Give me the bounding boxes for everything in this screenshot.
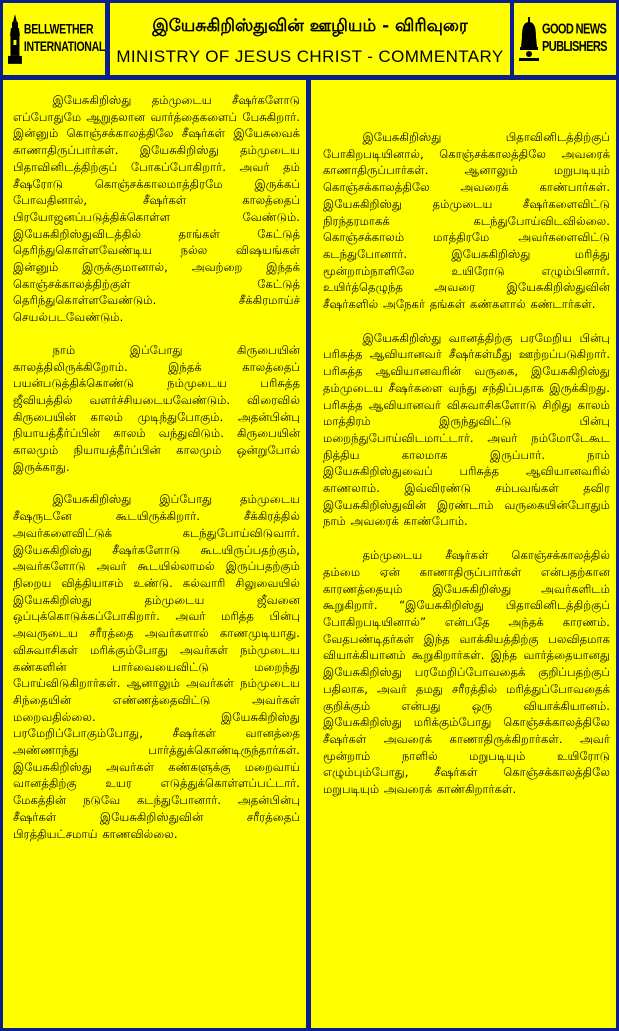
paragraph-right-1: இயேசுகிறிஸ்து பிதாவினிடத்திற்குப் போகிறபடியினால், கொஞ்சக்காலத்திலே அவரைக் காணாதிருப்பார்கள். ஆனாலும் மறுபடியும் கொஞ்சக்காலத்திலே அவரைக் காண்பார்கள். இயேசுகிறிஸ்து தம்முடைய சீஷர்களைவிட்டு நிரந்தரமாகக் கடந்துபோய்விடவில்லை. கொஞ்சக்காலம் மாத்திரமே அவர்களைவிட்டு கடந்துபோனார். இயேசுகிறிஸ்து மரித்து மூன்றாம்நாளிலே உயிரோடு எழும்பினார். உயிர்த்தெழுந்த அவரை இயேசுகிறிஸ்துவின் சீஷர்களில் அநேகர் தங்கள் கண்களால் கண்டார்கள். bbox=[323, 130, 610, 312]
good-news-wordmark bbox=[542, 21, 607, 56]
bellwether-line-2: INTERNATIONAL bbox=[23, 39, 105, 56]
paragraph-right-3: தம்முடைய சீஷர்கள் கொஞ்சக்காலத்தில் தம்மை ஏன் காணாதிருப்பார்கள் என்பதற்கான காரணத்தையும் இயேசுகிறிஸ்து அவர்களிடம் கூறுகிறார். “இயேசுகிறிஸ்து பிதாவினிடத்திற்குப் போகிறபடியினால்” என்பதே அந்தக் காரணம். வேதபண்டிதர்கள் இந்த வாக்கியத்திற்கு பலவிதமாக வியாக்கியானம் கூறுகிறார்கள். இந்த வார்த்தையானது இயேசுகிறிஸ்து பரமேறிப்போவதைக் குறிப்பதற்குப் பதிலாக, அவர் தமது சரீரத்தில் மரித்துப்போவதைக் குறிக்கும் என்பது ஒரு வியாக்கியானம். இயேசுகிறிஸ்து மரிக்கும்போது கொஞ்சக்காலத்திலே சீஷர்கள் அவரைக் காணாதிருக்கிறார்கள். அவர் மூன்றாம் நாளில் மறுபடியும் உயிரோடு எழும்பும்போது, சீஷர்கள் கொஞ்சக்காலத்திலே மறுபடியும் அவரைக் காண்கிறார்கள். bbox=[323, 548, 610, 797]
page-title-tamil: இயேசுகிறிஸ்துவின் ஊழியம் - விரிவுரை bbox=[152, 16, 468, 36]
good-news-bell-icon bbox=[519, 17, 539, 61]
commentary-column-right bbox=[311, 80, 616, 1028]
paragraph-right-2: இயேசுகிறிஸ்து வானத்திற்கு பரமேறிய பின்பு பரிசுத்த ஆவியானவர் சீஷர்கள்மீது ஊற்றப்படுகிறார். பரிசுத்த ஆவியானவரின் வருகை, இயேசுகிறிஸ்து தம்முடைய சீஷர்களை வந்து சந்திப்பதாக இருக்கிறது. பரிசுத்த ஆவியானவர் விசுவாசிகளோடு சிறிது காலம் மாத்திரம் இருந்துவிட்டு பின்பு மறைந்துபோய்விடமாட்டார். அவர் நம்மோடேகூட நித்திய காலமாக இருப்பார். நாம் இயேசுகிறிஸ்துவைப் பரிசுத்த ஆவியானவரில் காணலாம். இவ்விரண்டு சம்பவங்கள் தவிர இயேசுகிறிஸ்துவின் இரண்டாம் வருகையின்போதும் நாம் அவரைக் காண்போம். bbox=[323, 330, 610, 529]
page-title-banner bbox=[110, 3, 510, 75]
bellwether-logo bbox=[3, 3, 105, 75]
bellwether-tower-icon bbox=[8, 14, 22, 64]
good-news-line-2: PUBLISHERS bbox=[542, 39, 607, 56]
paragraph-left-3: இயேசுகிறிஸ்து இப்போது தம்முடைய சீஷருடனே கூடயிருக்கிறார். சீக்கிரத்தில் அவர்களைவிட்டுக் கடந்துபோய்விடுவார். இயேசுகிறிஸ்து சீஷர்களோடு கூடயிருப்பதற்கும், அவர்களோடு அவர் கூடயில்லாமல் இருப்பதற்கும் நிறைய வித்தியாசம் உண்டு. கல்வாரி சிலுவையில் இயேசுகிறிஸ்து தம்முடைய ஜீவனை ஒப்புக்கொடுக்கப்போகிறார். அவர் மரித்த பின்பு அவருடைய சரீரத்தை அவர்களால் காணமுடியாது. விசுவாசிகள் மரிக்கும்போது அவர்கள் நம்முடைய கண்களின் பார்வையைவிட்டு மறைந்து போய்விடுகிறார்கள். ஆனாலும் அவர்கள் நம்முடைய சிந்தையின் எண்ணத்தைவிட்டு அவர்கள் மறைவதில்லை. இயேசுகிறிஸ்து பரமேறிப்போகும்போது, சீஷர்கள் வானத்தை அண்ணாந்து பார்த்துக்கொண்டிருந்தார்கள். இயேசுகிறிஸ்து அவர்கள் கண்களுக்கு மறைவாய் வானத்திற்கு உயர எடுத்துக்கொள்ளப்பட்டார். மேகத்தின் நடுவே கடந்துபோனார். அதன்பின்பு சீஷர்கள் இயேசுகிறிஸ்துவின் சரீரத்தைப் பிரத்தியட்சமாய் காணவில்லை. bbox=[13, 492, 300, 841]
page-title-english: MINISTRY OF JESUS CHRIST - COMMENTARY bbox=[116, 47, 504, 66]
paragraph-left-2: நாம் இப்போது கிருபையின் காலத்திலிருக்கிறோம். இந்தக் காலத்தைப் பயன்படுத்திக்கொண்டு நம்முடைய பரிசுத்த ஜீவியத்தில் வளர்ச்சியடையவேண்டும். விரைவில் கிருபையின் காலம் முடிந்துபோகும். அதன்பின்பு நியாயத்தீர்ப்பின் காலம் வந்துவிடும். கிருபையின் காலமும் நியாயத்தீர்ப்பின் காலமும் ஒன்றுபோல் இருக்காது. bbox=[13, 342, 300, 474]
bellwether-wordmark bbox=[24, 21, 105, 56]
paragraph-left-1: இயேசுகிறிஸ்து தம்முடைய சீஷர்களோடு எப்போதுமே ஆறுதலான வார்த்தைகளைப் பேசுகிறார். இன்னும் கொஞ்சக்காலத்திலே சீஷர்கள் இயேசுவைக் காணாதிருப்பார்கள். இயேசுகிறிஸ்து தம்முடைய பிதாவினிடத்திற்குப் போகப்போகிறார். அவர் தம் சீஷரோடு கொஞ்சக்காலமாத்திரமே இருக்கப் போவதினால், சீஷர்கள் காலத்தைப் பிரயோஜனப்படுத்திக்கொள்ள வேண்டும். இயேசுகிறிஸ்துவிடத்தில் தாங்கள் கேட்டுத் தெரிந்துகொள்ளவேண்டிய நல்ல விஷயங்கள் இன்னும் இருக்குமானால், அவற்றை இந்தக் கொஞ்சக்காலத்திற்குள் கேட்டுத் தெரிந்துகொள்ளவேண்டும். சீக்கிரமாய்ச் செயல்படவேண்டும். bbox=[13, 93, 300, 325]
column-top-spacer bbox=[323, 92, 610, 129]
bellwether-line-1: BELLWETHER bbox=[23, 21, 94, 38]
good-news-line-1: GOOD NEWS bbox=[542, 21, 607, 38]
good-news-publishers-logo bbox=[514, 3, 616, 75]
commentary-column-left bbox=[3, 80, 306, 1028]
